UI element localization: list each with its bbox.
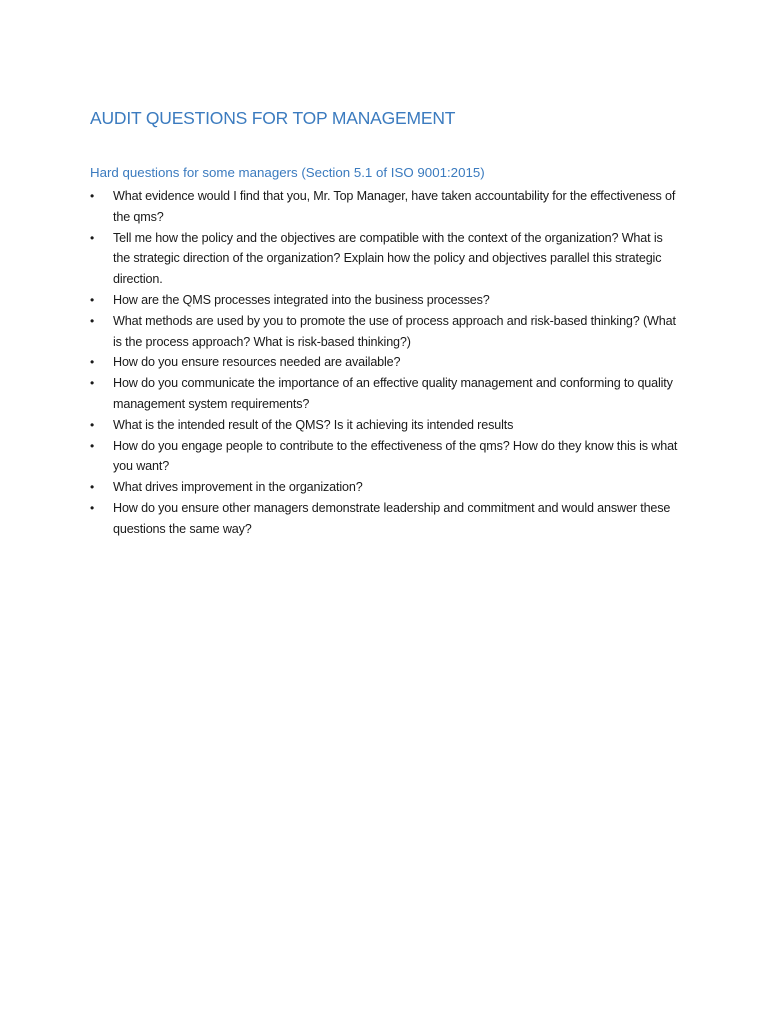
list-item [90,228,680,290]
list-item [90,436,680,478]
question-text: What drives improvement in the organization? [113,480,363,495]
bullet-icon: • [90,230,95,245]
bullet-icon: • [90,376,95,391]
question-text: How do you ensure other managers demonstrate leadership and commitment and would answer these questions the same way? [113,500,671,536]
list-item [90,352,680,373]
question-text: What is the intended result of the QMS? Is it achieving its intended results [113,417,514,432]
list-item [90,498,680,540]
question-text: How do you ensure resources needed are available? [113,355,401,370]
list-item [90,311,680,353]
question-text: How do you engage people to contribute to the effectiveness of the qms? How do they know this is what you want? [113,438,678,474]
list-item [90,290,680,311]
document-subtitle: Hard questions for some managers (Section 5.1 of ISO 9001:2015) [90,165,485,180]
bullet-icon: • [90,189,95,203]
question-list [90,186,680,540]
bullet-icon: • [90,417,95,432]
list-item [90,186,680,228]
bullet-icon: • [90,500,95,515]
list-item [90,477,680,498]
bullet-icon: • [90,438,95,453]
list-item [90,415,680,436]
bullet-icon: • [90,355,95,370]
bullet-icon: • [90,292,95,307]
document-title: AUDIT QUESTIONS FOR TOP MANAGEMENT [90,108,456,128]
question-text: What evidence would I find that you, Mr. Top Manager, have taken accountability for the effectiveness of the qms? [113,189,676,224]
bullet-icon: • [90,313,95,328]
question-text: How do you communicate the importance of an effective quality management and conforming to quality management system requirements? [113,376,673,411]
question-text: What methods are used by you to promote the use of process approach and risk-based thinking? (What is the process approach? What is risk-based thinking?) [113,313,676,349]
question-text: How are the QMS processes integrated into the business processes? [113,292,490,307]
list-item [90,373,680,415]
question-text: Tell me how the policy and the objectives are compatible with the context of the organization? What is the strategic direction of the organization? Explain how the policy and objectives parallel this strategic direction. [113,230,663,287]
bullet-icon: • [90,480,95,495]
